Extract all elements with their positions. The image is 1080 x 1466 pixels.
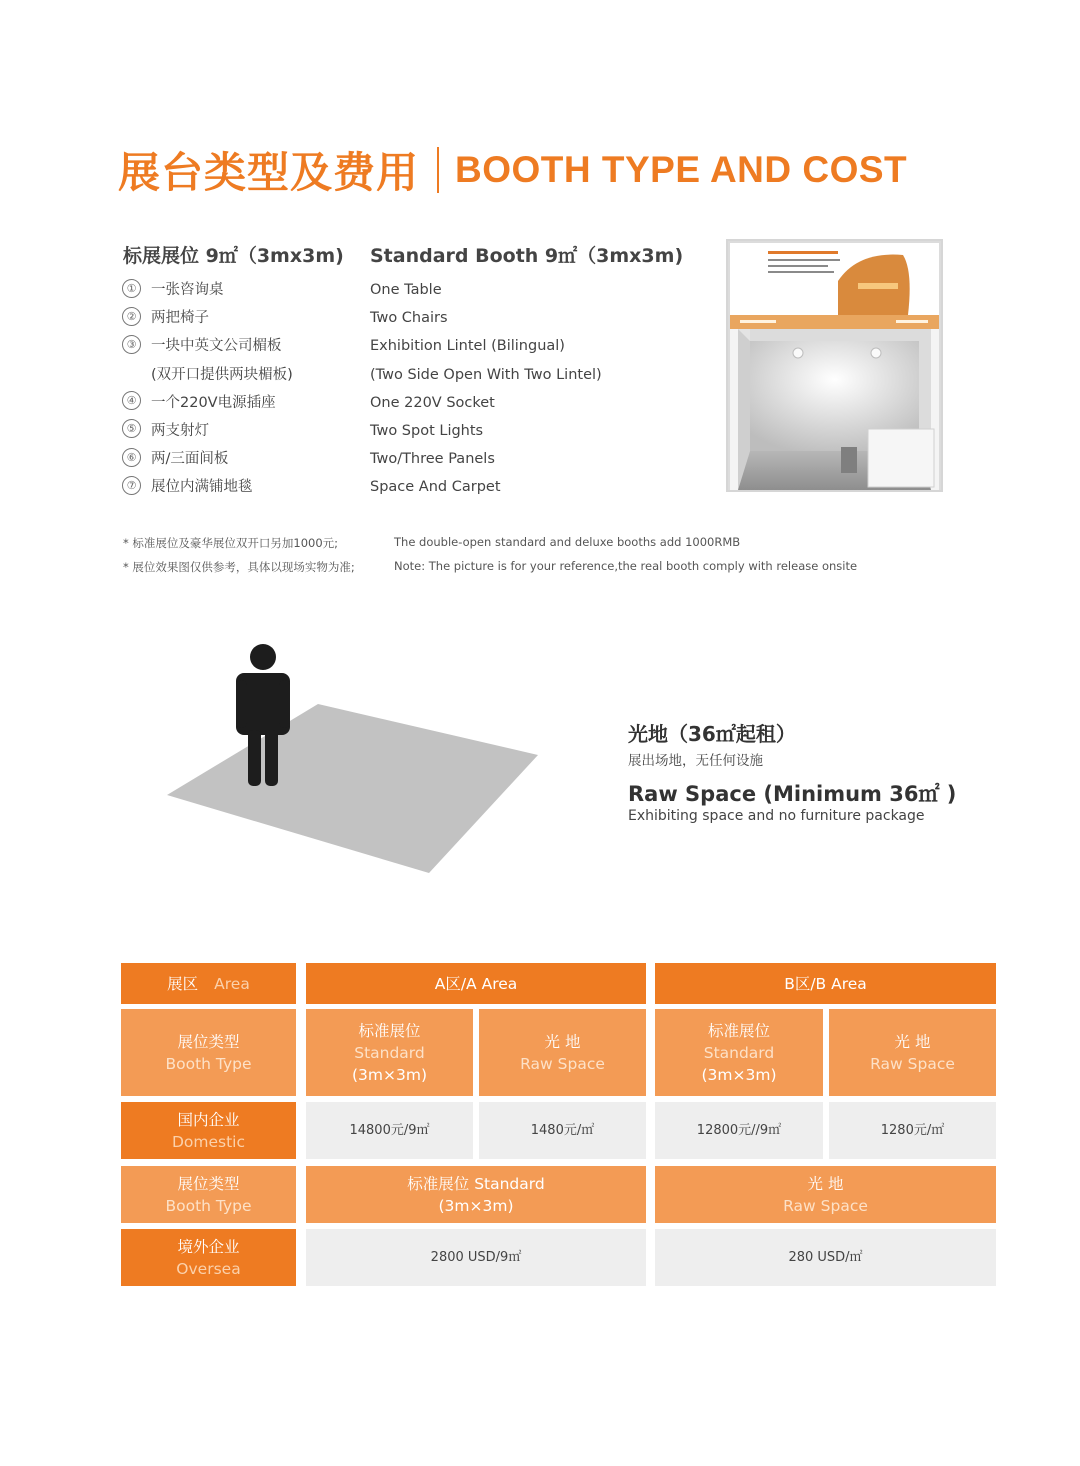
item-number: ② [122, 307, 141, 326]
list-item [122, 361, 293, 389]
list-item [122, 445, 293, 473]
list-item: Two Chairs [370, 310, 448, 327]
standard-items-en [370, 276, 602, 502]
page-title [118, 142, 907, 198]
a-standard-type-overseas [306, 1166, 646, 1223]
booth-type-zh: 展位类型 [177, 1032, 240, 1051]
booth-type-label [121, 1166, 296, 1223]
item-number: ③ [122, 335, 141, 354]
price-cell: 2800 USD/9㎡ [306, 1229, 646, 1286]
table-header-area-b: B区/B Area [655, 963, 996, 1004]
domestic-label [121, 1102, 296, 1159]
overseas-zh: 境外企业 [177, 1237, 240, 1256]
standard-zh: 标准展位 [358, 1021, 421, 1040]
list-item: (Two Side Open With Two Lintel) [370, 366, 602, 383]
standard-items-zh [122, 276, 293, 502]
note-zh-2: * 展位效果图仅供参考，具体以现场实物为准; [123, 560, 355, 574]
note-en-2: Note: The picture is for your reference,the real booth comply with release onsite [394, 559, 858, 573]
item-text: 两/三面间板 [151, 451, 229, 468]
standard-combined: 标准展位 Standard [407, 1174, 545, 1193]
item-number: ① [122, 279, 141, 298]
raw-space-illustration [160, 640, 550, 880]
raw-space-subtitle-zh: 展出场地，无任何设施 [628, 753, 763, 769]
list-item: Two Spot Lights [370, 422, 484, 439]
booth-type-label [121, 1009, 296, 1096]
overseas-en: Oversea [176, 1259, 241, 1278]
note-en-1: The double-open standard and deluxe booths add 1000RMB [394, 535, 741, 549]
overseas-label [121, 1229, 296, 1286]
standard-size: (3m×3m) [351, 1065, 427, 1084]
floor-plane-shape [167, 704, 538, 873]
standard-en: Standard [703, 1043, 775, 1062]
standard-booth-image [726, 239, 943, 492]
booth-render-illustration [728, 241, 941, 490]
booth-type-en: Booth Type [165, 1054, 252, 1073]
a-standard-type [306, 1009, 473, 1096]
raw-space-title-en: Raw Space (Minimum 36㎡ ) [628, 782, 957, 806]
raw-space-subtitle-en: Exhibiting space and no furniture package [628, 808, 925, 824]
note-zh-1: * 标准展位及豪华展位双开口另加1000元; [123, 536, 339, 550]
standard-booth-heading-en: Standard Booth 9㎡（3mx3m) [370, 245, 684, 267]
item-number: ⑦ [122, 476, 141, 495]
standard-size: (3m×3m) [701, 1065, 777, 1084]
list-item [122, 389, 293, 417]
page-title-en: BOOTH TYPE AND COST [455, 149, 908, 190]
b-raw-type [829, 1009, 996, 1096]
price-cell: 14800元/9㎡ [306, 1102, 473, 1159]
raw-zh: 光 地 [544, 1032, 581, 1051]
domestic-zh: 国内企业 [177, 1110, 240, 1129]
price-cell: 280 USD/㎡ [655, 1229, 996, 1286]
a-raw-type [479, 1009, 646, 1096]
list-item [122, 332, 293, 360]
table-header-area-a: A区/A Area [306, 963, 646, 1004]
domestic-en: Domestic [171, 1132, 246, 1151]
list-item: Space And Carpet [370, 479, 501, 496]
item-number: ⑥ [122, 448, 141, 467]
list-item [122, 276, 293, 304]
list-item [122, 417, 293, 445]
item-number: ④ [122, 391, 141, 410]
standard-en: Standard [354, 1043, 425, 1062]
item-number: ⑤ [122, 419, 141, 438]
price-cell: 1280元/㎡ [829, 1102, 996, 1159]
list-item [122, 304, 293, 332]
area-label-zh: 展区 [167, 974, 199, 993]
table-header-area [121, 963, 296, 1004]
page-title-zh: 展台类型及费用 [118, 148, 420, 197]
item-number [122, 363, 141, 382]
raw-zh: 光 地 [807, 1174, 844, 1193]
price-cell: 12800元//9㎡ [655, 1102, 823, 1159]
item-text: 一个220V电源插座 [151, 394, 276, 411]
list-item: One Table [370, 282, 442, 298]
booth-type-en: Booth Type [165, 1196, 252, 1215]
list-item: Two/Three Panels [370, 451, 495, 468]
item-text: 两把椅子 [151, 310, 209, 327]
b-raw-type-overseas [655, 1166, 996, 1223]
standard-zh: 标准展位 [707, 1021, 770, 1040]
title-divider [437, 147, 439, 193]
item-text: 两支射灯 [151, 422, 209, 439]
raw-en: Raw Space [520, 1054, 605, 1073]
list-item: Exhibition Lintel (Bilingual) [370, 338, 565, 355]
price-cell: 1480元/㎡ [479, 1102, 646, 1159]
area-label-en: Area [214, 974, 250, 993]
booth-type-zh: 展位类型 [177, 1174, 240, 1193]
raw-space-title-zh: 光地（36㎡起租） [628, 722, 796, 746]
item-text: 一块中英文公司楣板 [151, 338, 282, 355]
standard-size: (3m×3m) [438, 1196, 514, 1215]
b-standard-type [655, 1009, 823, 1096]
item-text: 一张咨询桌 [151, 282, 224, 298]
standard-booth-heading-zh: 标展展位 9㎡（3mx3m) [123, 245, 344, 267]
list-item: One 220V Socket [370, 394, 495, 411]
list-item [122, 473, 293, 501]
item-text: (双开口提供两块楣板) [151, 366, 293, 383]
raw-en: Raw Space [783, 1196, 868, 1215]
raw-en: Raw Space [870, 1054, 955, 1073]
raw-zh: 光 地 [894, 1032, 931, 1051]
item-text: 展位内满铺地毯 [151, 479, 253, 496]
